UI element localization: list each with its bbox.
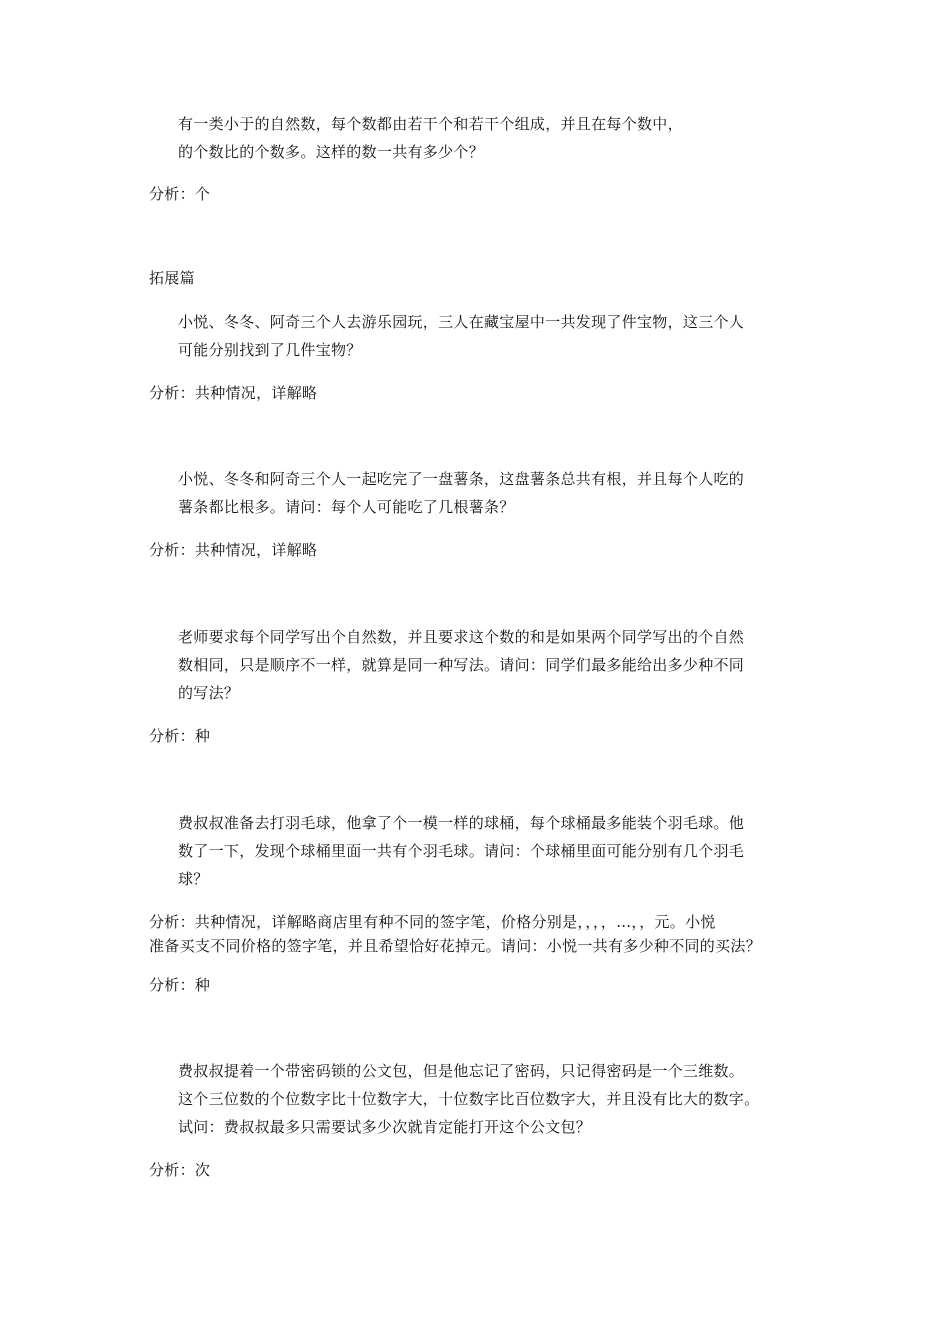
question-2-line-2: 可能分别找到了几件宝物？ [178, 341, 362, 359]
question-3-line-2: 薯条都比根多。请问：每个人可能吃了几根薯条？ [178, 498, 515, 516]
question-4-line-2: 数相同，只是顺序不一样，就算是同一种写法。请问：同学们最多能给出多少种不同 [178, 656, 745, 674]
question-3-line-1: 小悦、冬冬和阿奇三个人一起吃完了一盘薯条，这盘薯条总共有根，并且每个人吃的 [178, 470, 745, 488]
question-5-line-1: 费叔叔准备去打羽毛球，他拿了个一模一样的球桶，每个球桶最多能装个羽毛球。他 [178, 814, 745, 832]
question-5-line-2: 数了一下，发现个球桶里面一共有个羽毛球。请问：个球桶里面可能分别有几个羽毛 [178, 842, 745, 860]
question-5-analysis-line-2: 准备买支不同价格的签字笔，并且希望恰好花掉元。请问：小悦一共有多少种不同的买法？ [149, 937, 762, 955]
question-4-line-1: 老师要求每个同学写出个自然数，并且要求这个数的和是如果两个同学写出的个自然 [178, 628, 745, 646]
question-6-analysis: 分析：种 [149, 976, 211, 994]
question-2-line-1: 小悦、冬冬、阿奇三个人去游乐园玩，三人在藏宝屋中一共发现了件宝物，这三个人 [178, 313, 745, 331]
question-7-analysis: 分析：次 [149, 1161, 211, 1179]
section-title: 拓展篇 [149, 269, 195, 287]
question-5-analysis-line-1: 分析：共种情况，详解略商店里有种不同的签字笔，价格分别是，，，，…，，元。小悦 [149, 913, 716, 931]
question-4-analysis: 分析：种 [149, 727, 211, 745]
question-1-analysis: 分析：个 [149, 185, 211, 203]
question-5-line-3: 球？ [178, 870, 209, 888]
question-7-line-2: 这个三位数的个位数字比十位数字大，十位数字比百位数字大，并且没有比大的数字。 [178, 1090, 760, 1108]
question-1-line-2: 的个数比的个数多。这样的数一共有多少个？ [178, 143, 485, 161]
question-1-line-1: 有一类小于的自然数，每个数都由若干个和若干个组成，并且在每个数中， [178, 115, 683, 133]
question-4-line-3: 的写法？ [178, 684, 240, 702]
question-2-analysis: 分析：共种情况，详解略 [149, 384, 318, 402]
question-7-line-3: 试问：费叔叔最多只需要试多少次就肯定能打开这个公文包？ [178, 1118, 592, 1136]
question-7-line-1: 费叔叔提着一个带密码锁的公文包，但是他忘记了密码，只记得密码是一个三维数。 [178, 1062, 745, 1080]
question-3-analysis: 分析：共种情况，详解略 [149, 541, 318, 559]
